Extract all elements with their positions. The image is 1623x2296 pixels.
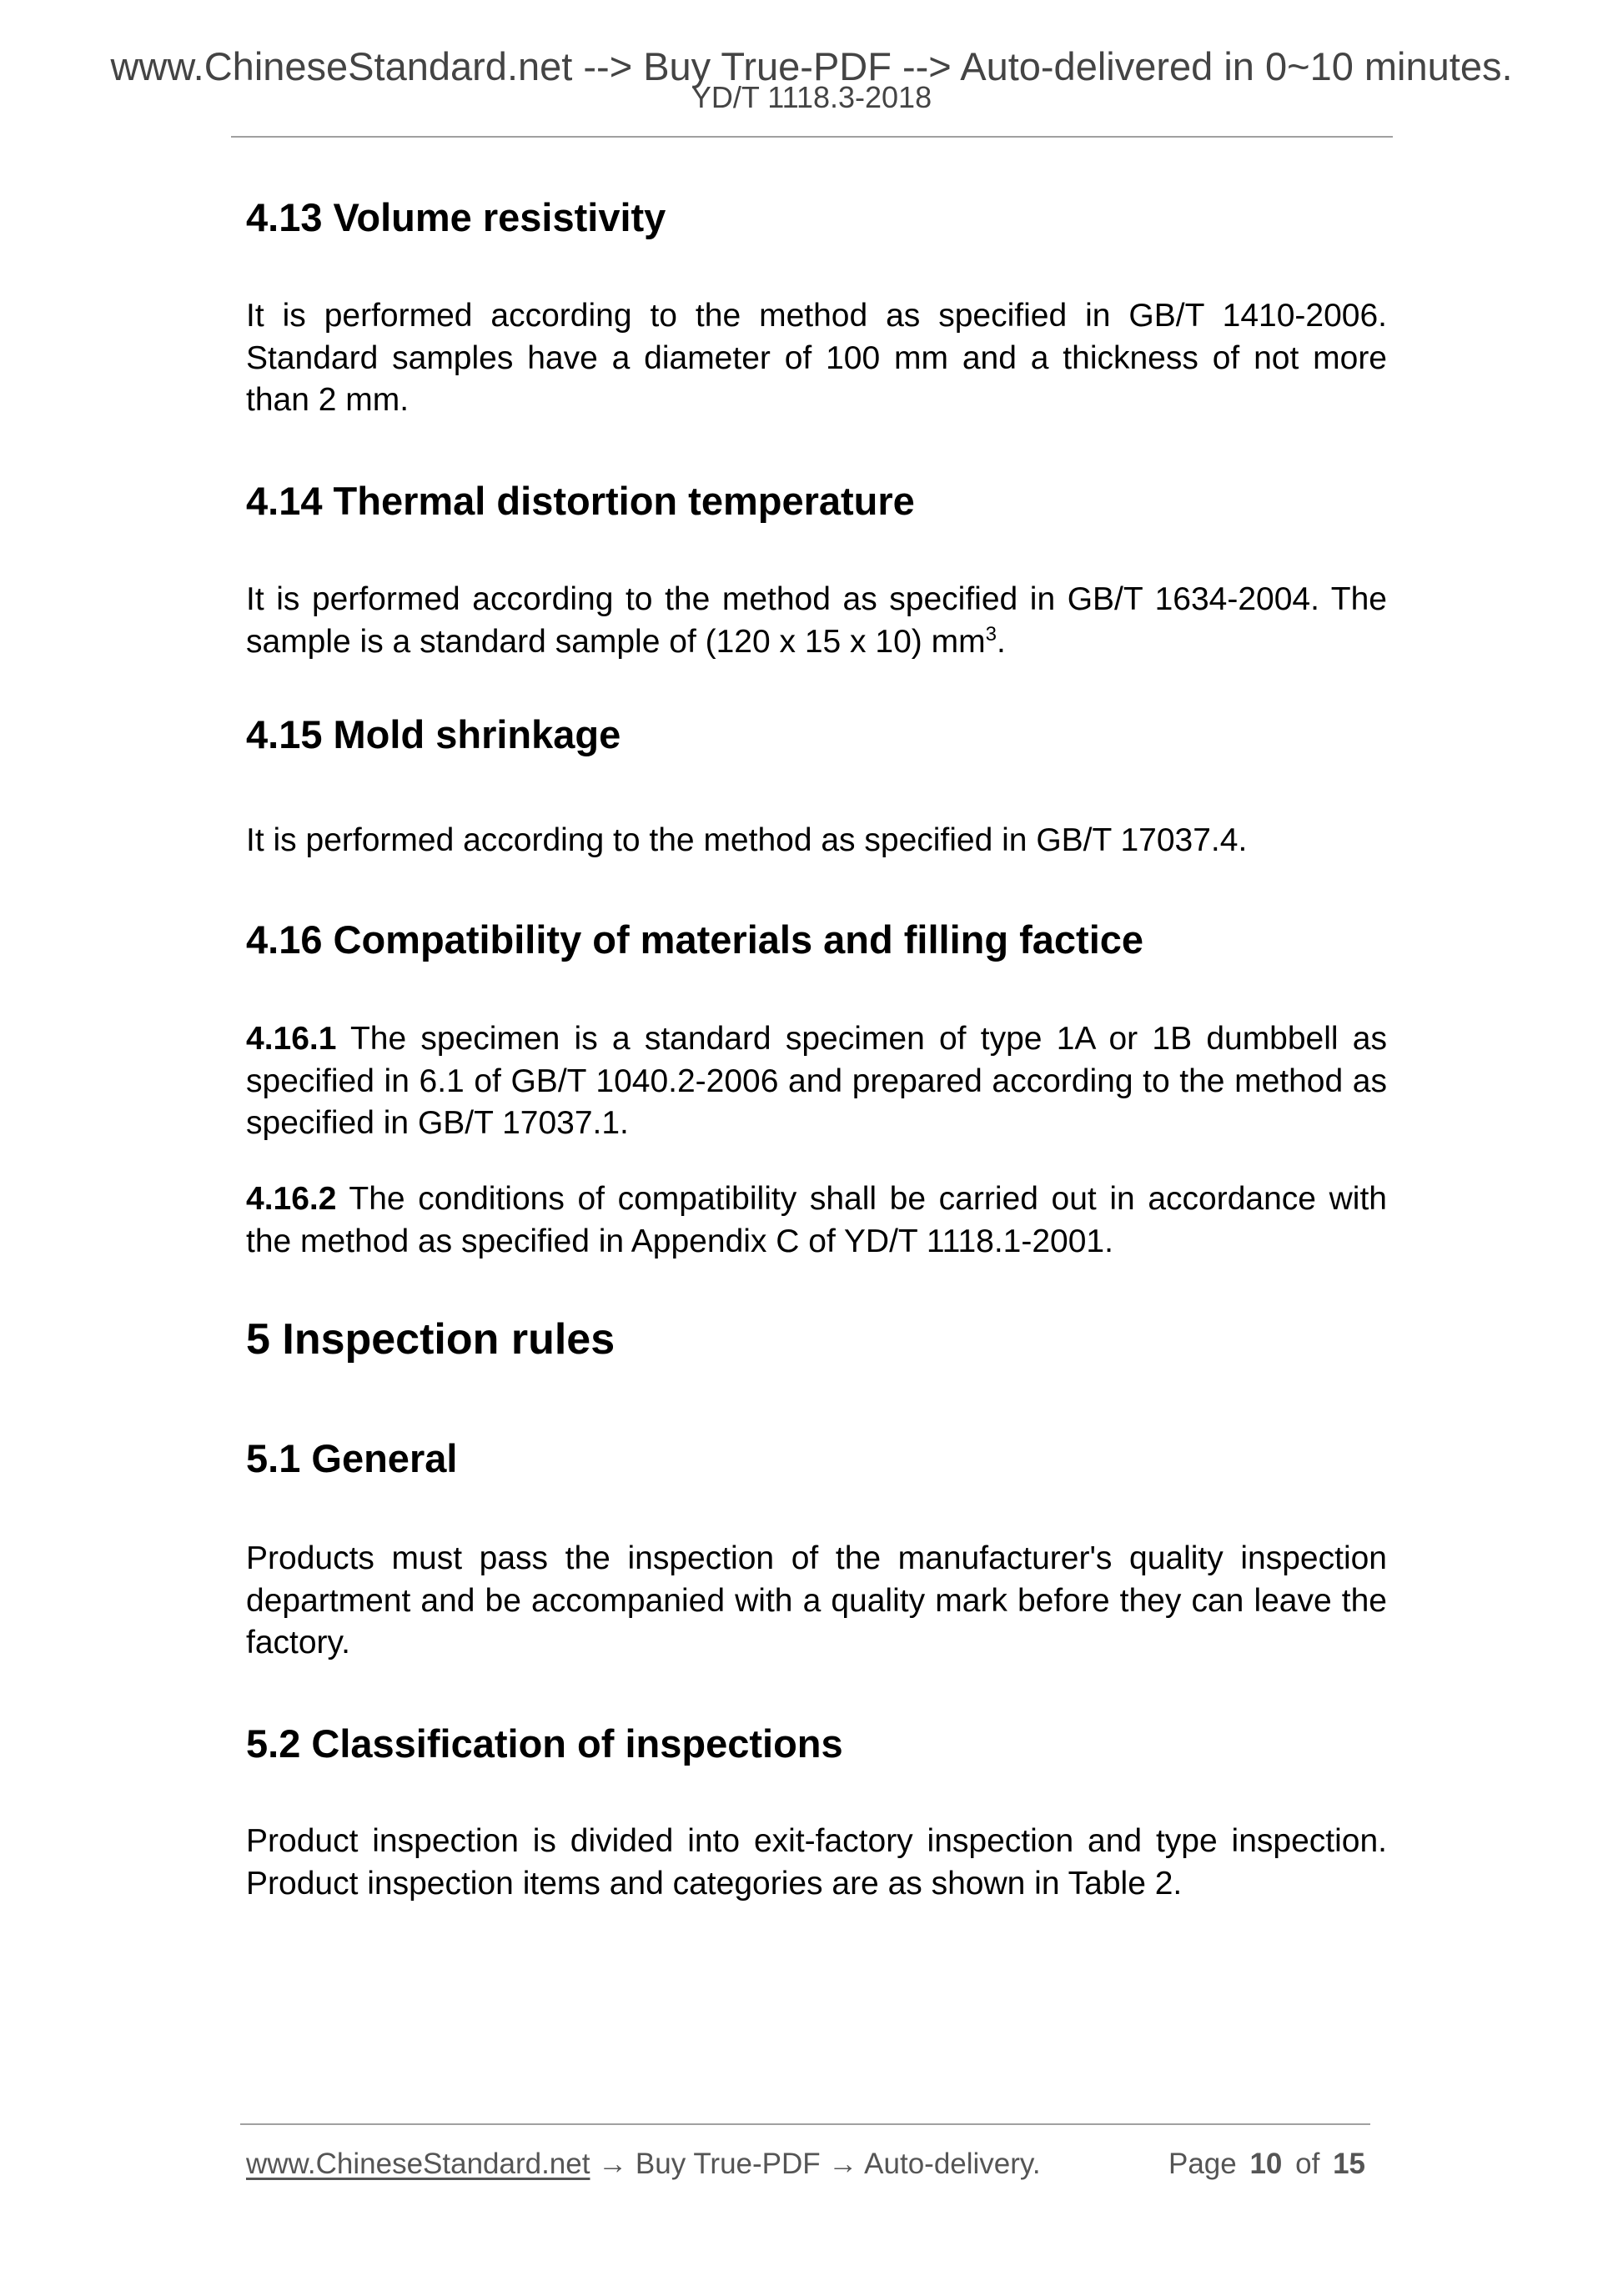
page-current: 10	[1249, 2148, 1283, 2180]
page-of: of	[1295, 2148, 1320, 2180]
arrow-right-icon: →	[598, 2148, 628, 2180]
page-total: 15	[1333, 2148, 1365, 2180]
clause-4-16-1	[246, 1018, 1387, 1145]
header-divider	[231, 136, 1393, 138]
section-paragraph: It is performed according to the method as specified in GB/T 1410-2006. Standard samples have a diameter of 100 mm and a thickness of not more than 2 mm.	[246, 298, 1387, 418]
clause-text: The specimen is a standard specimen of type 1A or 1B dumbbell as specified in 6.1 of GB/T 1040.2-2006 and prepared according to the method as specified in GB/T 17037.1.	[246, 1021, 1387, 1141]
paragraph-text: It is performed according to the method as specified in GB/T 1634-2004. The sample is a standard sample of (120 x 15 x 10) mm	[246, 581, 1387, 660]
page-label: Page	[1168, 2148, 1237, 2180]
arrow-right-icon: →	[828, 2148, 858, 2180]
clause-4-16-2	[246, 1178, 1387, 1263]
clause-number: 4.16.1	[246, 1021, 337, 1057]
section-paragraph: Product inspection is divided into exit-factory inspection and type inspection. Product inspection items and categories are as shown in Table 2.	[246, 1823, 1387, 1902]
footer-divider	[240, 2123, 1370, 2125]
section-heading-4-16: 4.16 Compatibility of materials and filling factice	[246, 917, 1144, 962]
section-heading-4-15: 4.15 Mold shrinkage	[246, 712, 621, 756]
section-heading-4-14: 4.14 Thermal distortion temperature	[246, 479, 915, 523]
clause-text: The conditions of compatibility shall be carried out in accordance with the method as specified in Appendix C of YD/T 1118.1-2001.	[246, 1181, 1387, 1259]
footer-site-link[interactable]: www.ChineseStandard.net	[246, 2148, 590, 2180]
section-heading-4-13: 4.13 Volume resistivity	[246, 195, 666, 239]
clause-number: 4.16.2	[246, 1181, 337, 1217]
footer-buy-text: Buy True-PDF	[627, 2148, 829, 2180]
section-paragraph: It is performed according to the method as specified in GB/T 17037.4.	[246, 822, 1248, 858]
section-paragraph: Products must pass the inspection of the manufacturer's quality inspection department and be accompanied with a quality mark before they can leave the factory.	[246, 1540, 1387, 1660]
page-indicator	[1168, 2148, 1365, 2181]
section-paragraph	[246, 579, 1387, 663]
section-heading-5-1: 5.1 General	[246, 1436, 458, 1480]
superscript: 3	[985, 622, 997, 646]
header-banner: www.ChineseStandard.net --> Buy True-PDF --> Auto-delivered in 0~10 minutes.	[110, 44, 1513, 88]
document-id: YD/T 1118.3-2018	[691, 80, 932, 114]
footer-delivery-text: Auto-delivery.	[857, 2148, 1041, 2180]
section-heading-5-2: 5.2 Classification of inspections	[246, 1721, 843, 1766]
chapter-heading-5: 5 Inspection rules	[246, 1315, 616, 1364]
footer-promo	[246, 2148, 1041, 2181]
paragraph-tail: .	[996, 623, 1006, 660]
